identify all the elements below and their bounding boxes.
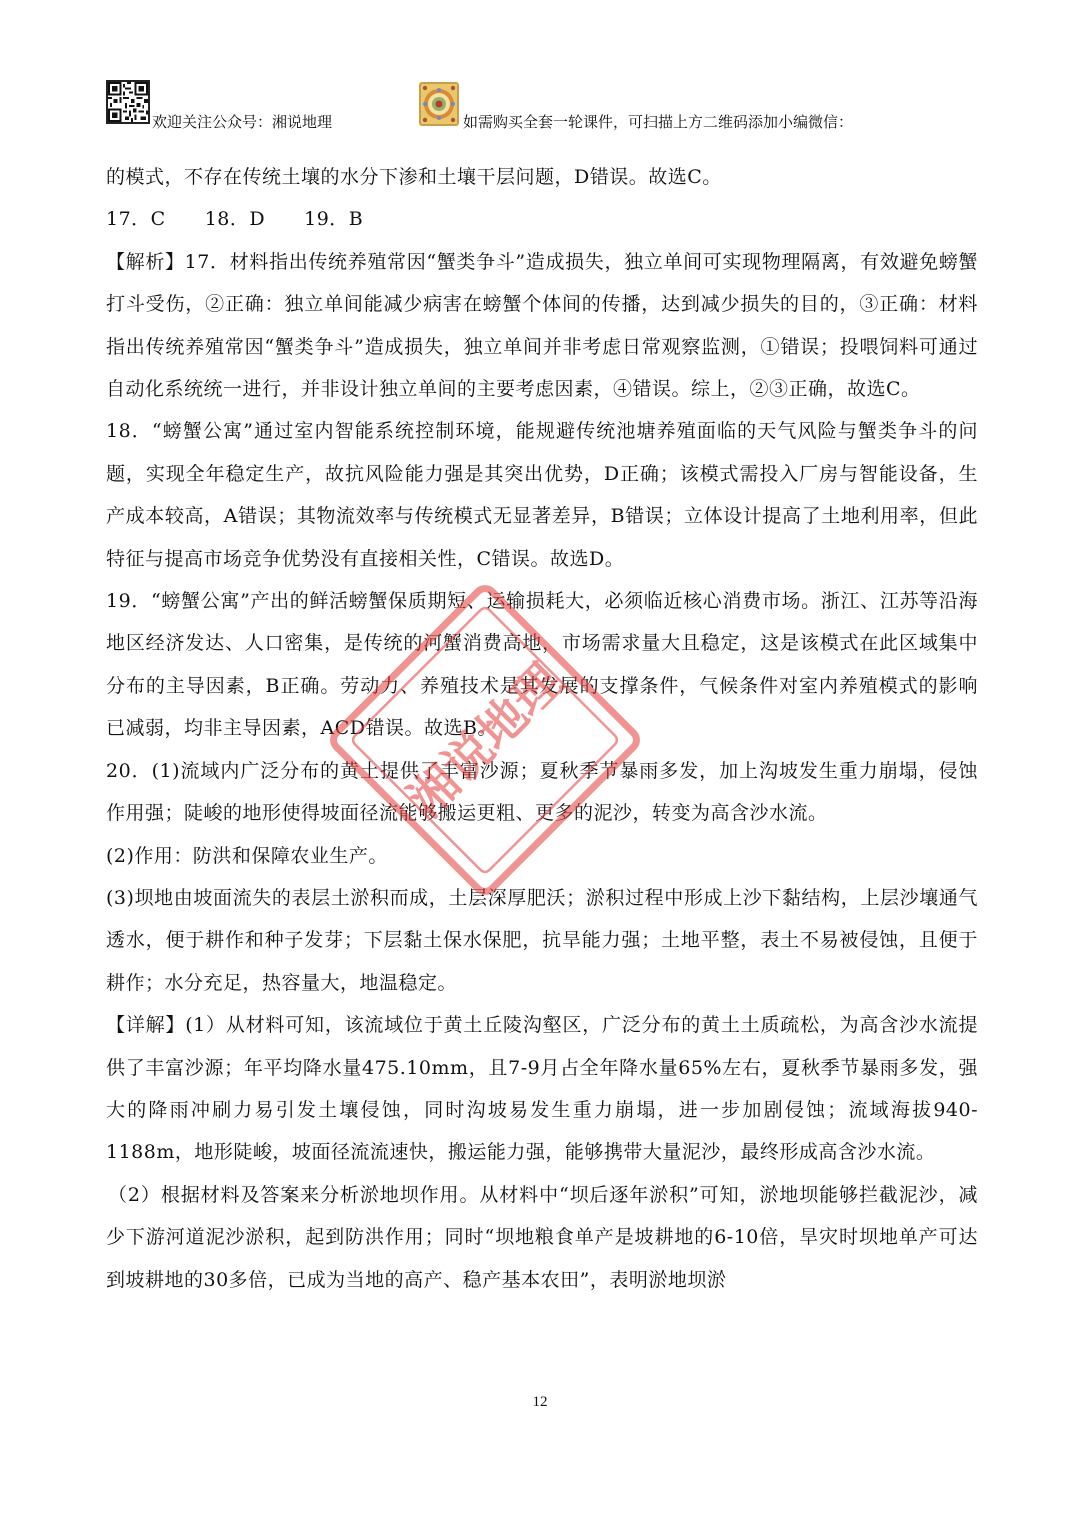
watermark-text: 湘说地理 bbox=[398, 653, 574, 829]
page-header bbox=[0, 0, 1080, 140]
analysis-17: 【解析】17．材料指出传统养殖常因“蟹类争斗”造成损失，独立单间可实现物理隔离，有效避免螃蟹打斗受伤，②正确：独立单间能减少病害在螃蟹个体间的传播，达到减少损失的目的，③正确：材料指出传统养殖常因“蟹类争斗”造成损失，独立单间并非考虑日常观察监测，①错误；投喂饲料可通过自动化系统统一进行，并非设计独立单间的主要考虑因素，④错误。综上，②③正确，故选C。 bbox=[106, 250, 978, 401]
detail-20-part-2: （2）根据材料及答案来分析淤地坝作用。从材料中“坝后逐年淤积”可知，淤地坝能够拦截泥沙，减少下游河道泥沙淤积，起到防洪作用；同时“坝地粮食单产是坡耕地的6-10倍，旱灾时坝地单产可达到坡耕地的30多倍，已成为当地的高产、稳产基本农田”，表明淤地坝淤 bbox=[106, 1183, 978, 1291]
mandala-logo-icon bbox=[419, 82, 459, 126]
paragraph-continuation: 的模式，不存在传统土壤的水分下渗和土壤干层问题，D错误。故选C。 bbox=[106, 166, 722, 188]
header-purchase-text: 如需购买全套一轮课件，可扫描上方二维码添加小编微信： bbox=[463, 113, 854, 131]
analysis-19: 19．“螃蟹公寓”产出的鲜活螃蟹保质期短、运输损耗大，必须临近核心消费市场。浙江、江苏等沿海地区经济发达、人口密集，是传统的河蟹消费高地，市场需求量大且稳定，这是该模式在此区域集中分布的主导因素，B正确。劳动力、养殖技术是其发展的支撑条件，气候条件对室内养殖模式的影响已减弱，均非主导因素，ACD错误。故选B。 bbox=[106, 590, 978, 740]
header-follow-text: 欢迎关注公众号：湘说地理 bbox=[152, 113, 333, 131]
analysis-18: 18．“螃蟹公寓”通过室内智能系统控制环境，能规避传统池塘养殖面临的天气风险与蟹类争斗的问题，实现全年稳定生产，故抗风险能力强是其突出优势，D正确；该模式需投入厂房与智能设备，生产成本较高，A错误；其物流效率与传统模式无显著差异，B错误；立体设计提高了土地利用率，但此特征与提高市场竞争优势没有直接相关性，C错误。故选D。 bbox=[106, 420, 978, 570]
answer-20-part-3: (3)坝地由坡面流失的表层土淤积而成，土层深厚肥沃；淤积过程中形成上沙下黏结构，上层沙壤通气透水，便于耕作和种子发芽；下层黏土保水保肥，抗旱能力强；土地平整，表土不易被侵蚀，且便于耕作；水分充足，热容量大，地温稳定。 bbox=[106, 886, 978, 994]
answer-20-part-2: (2)作用：防洪和保障农业生产。 bbox=[106, 844, 388, 867]
answer-content bbox=[106, 156, 978, 1301]
answer-20-part-1: 20．(1)流域内广泛分布的黄土提供了丰富沙源；夏秋季节暴雨多发，加上沟坡发生重力崩塌，侵蚀作用强；陡峻的地形使得坡面径流能够搬运更粗、更多的泥沙，转变为高含沙水流。 bbox=[106, 759, 978, 825]
answer-key-17-19: 17．C 18．D 19．B bbox=[106, 208, 364, 231]
qr-code-icon bbox=[106, 80, 150, 124]
detail-20-part-1: 【详解】(1）从材料可知，该流域位于黄土丘陵沟壑区，广泛分布的黄土土质疏松，为高含沙水流提供了丰富沙源；年平均降水量475.10mm，且7-9月占全年降水量65%左右，夏秋季节暴雨多发，强大的降雨冲刷力易引发土壤侵蚀，同时沟坡易发生重力崩塌，进一步加剧侵蚀；流域海拔940-1188m，地形陡峻，坡面径流流速快，搬运能力强，能够携带大量泥沙，最终形成高含沙水流。 bbox=[106, 1014, 978, 1164]
page-number: 12 bbox=[532, 1394, 548, 1410]
